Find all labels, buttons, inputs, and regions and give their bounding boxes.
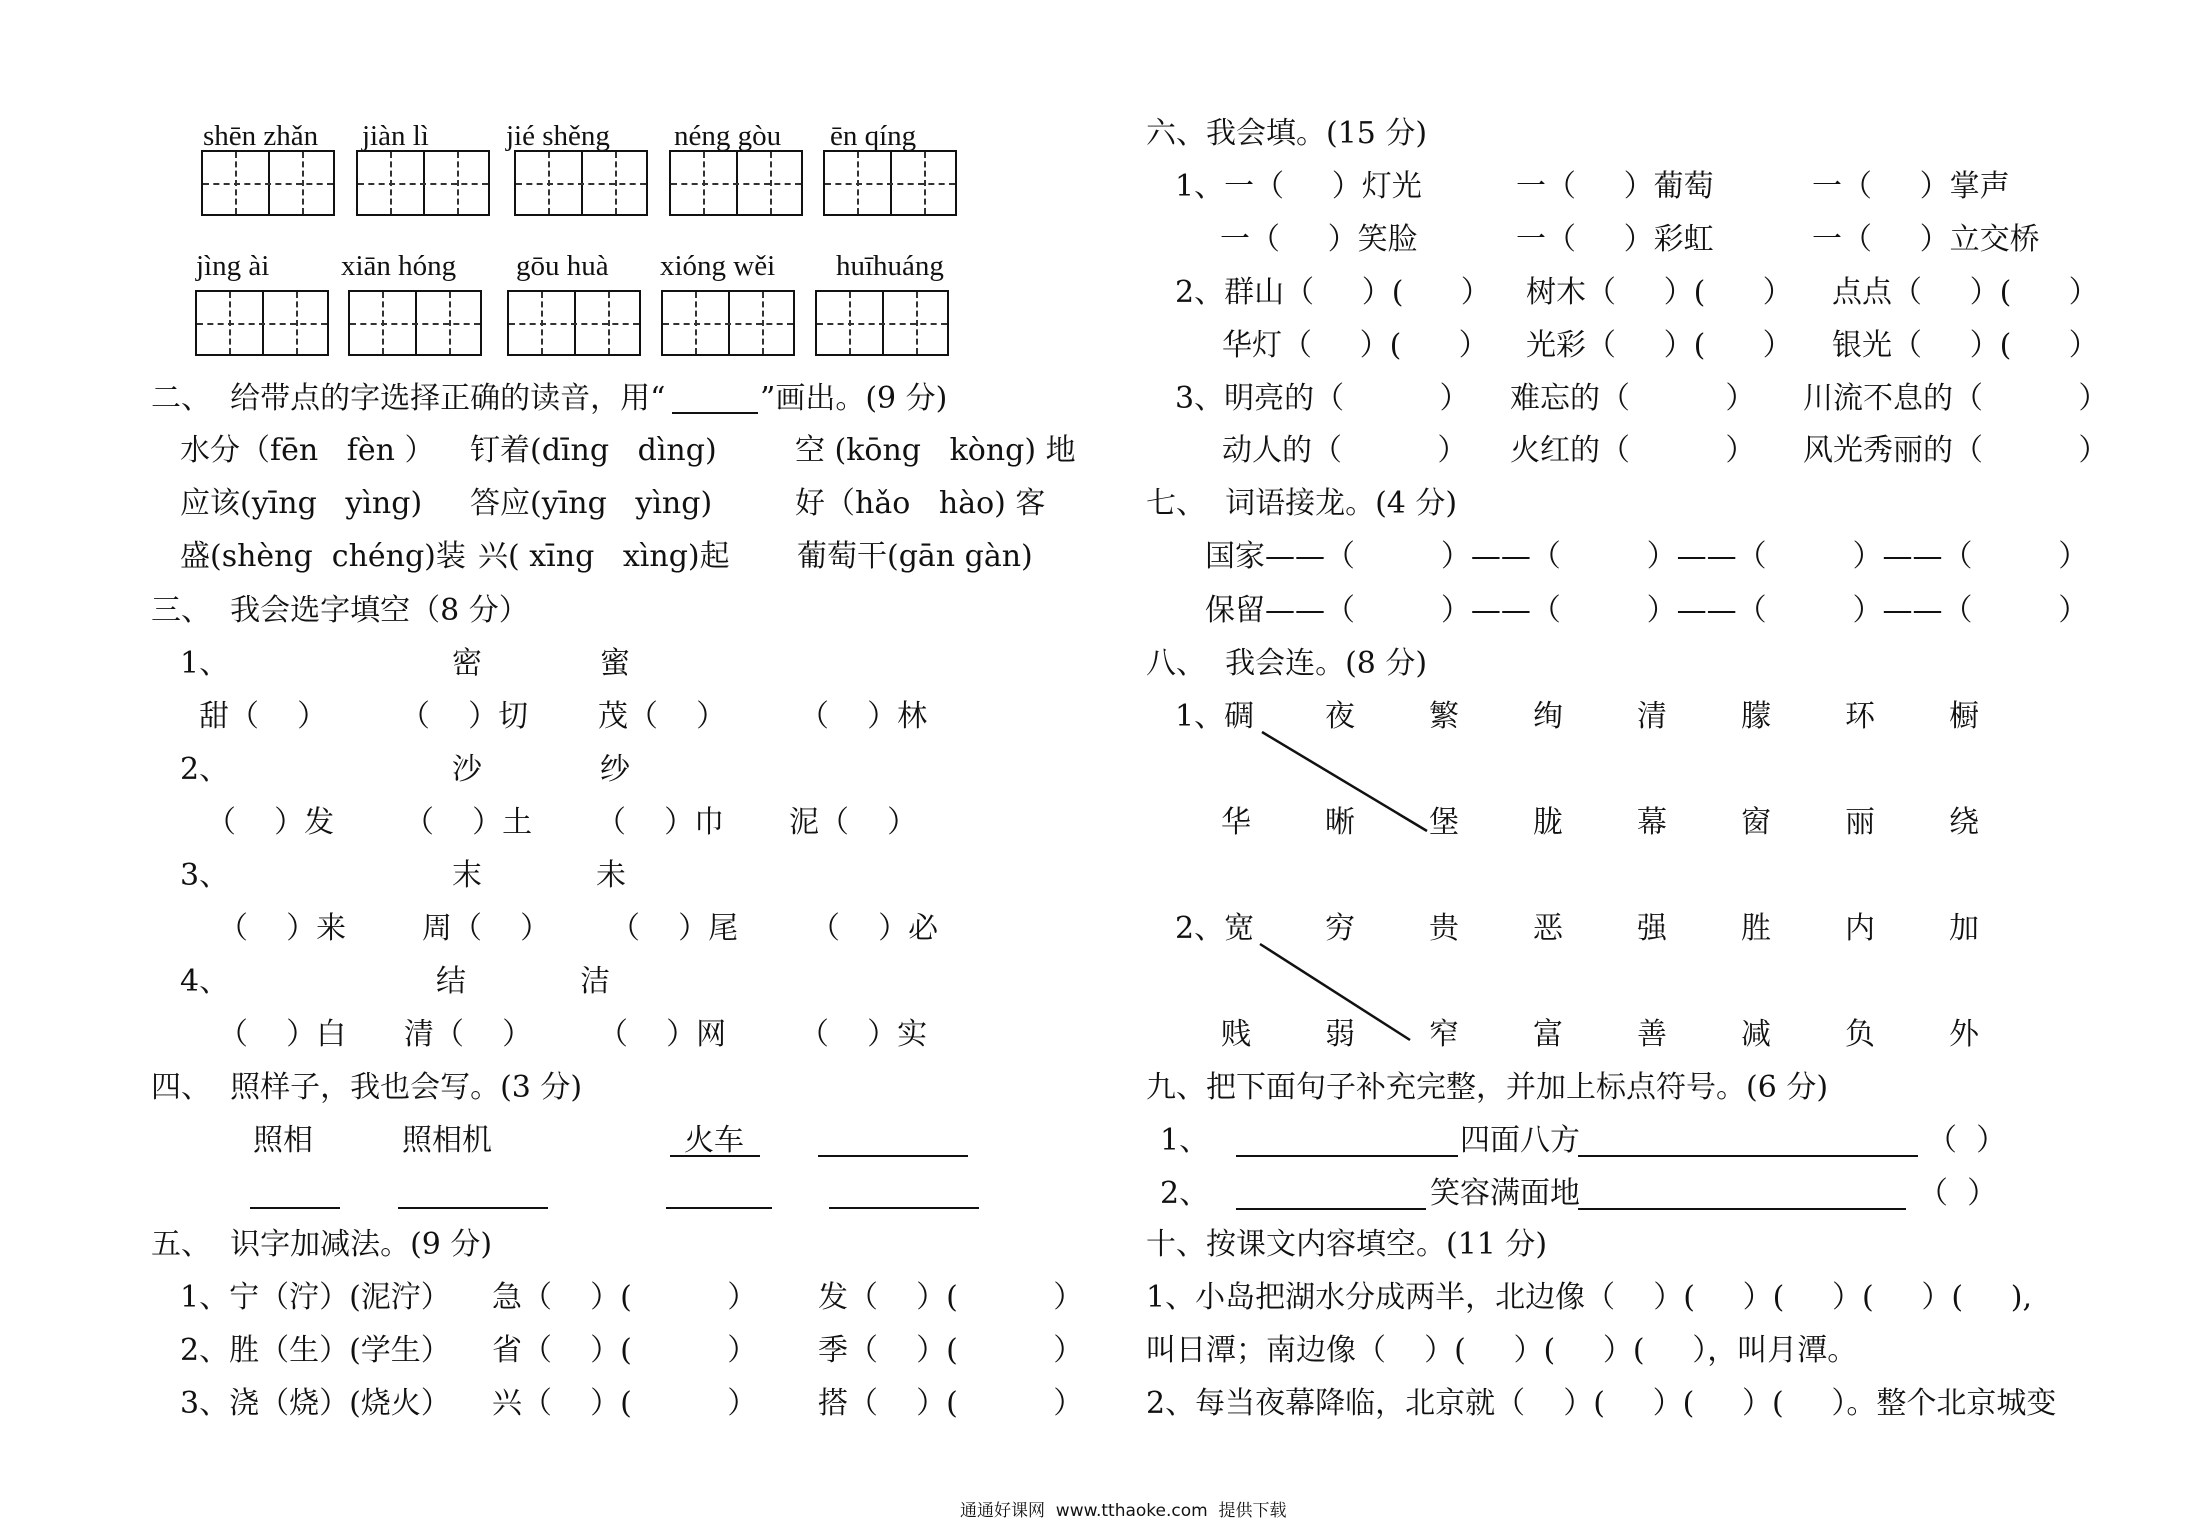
- pinyin-2: jiàn lì: [362, 120, 429, 152]
- fill-blank[interactable]: 茂（ ）: [598, 699, 727, 734]
- word-chain-row[interactable]: 保留——（ ）——（ ）——（ ）——（ ）: [1205, 593, 2089, 628]
- fill-blank[interactable]: 急（ ）( ）: [492, 1280, 758, 1315]
- fill-blank[interactable]: 难忘的（ ）: [1510, 381, 1756, 416]
- pinyin-3: jié shěng: [506, 120, 610, 152]
- fill-blank[interactable]: 风光秀丽的（ ）: [1803, 433, 2109, 468]
- match-char[interactable]: 减: [1741, 1017, 1771, 1052]
- fill-blank[interactable]: 省（ ）( ）: [492, 1333, 758, 1368]
- fill-blank[interactable]: 一（ ）葡萄: [1516, 169, 1714, 204]
- item-number: 1、: [1160, 1123, 1210, 1158]
- section8-title: 八、 我会连。(8 分): [1146, 646, 1428, 681]
- fill-blank[interactable]: 银光（ ）( ）: [1832, 328, 2099, 363]
- example-row: 2、胜（生）(学生）: [180, 1333, 451, 1368]
- pinyin-10: huīhuáng: [836, 250, 944, 282]
- match-char[interactable]: 内: [1845, 911, 1875, 946]
- choice-char: 蜜: [600, 646, 630, 681]
- fill-blank[interactable]: 火红的（ ）: [1510, 433, 1756, 468]
- given-phrase: 笑容满面地: [1430, 1176, 1580, 1211]
- fill-blank[interactable]: 清（ ）: [404, 1017, 533, 1052]
- word-chain-row[interactable]: 国家——（ ）——（ ）——（ ）——（ ）: [1205, 539, 2089, 574]
- pinyin-1: shēn zhǎn: [203, 120, 319, 152]
- group-number: 3、: [180, 858, 230, 893]
- fill-blank[interactable]: 3、明亮的（ ）: [1175, 381, 1470, 416]
- fill-blank[interactable]: 一（ ）笑脸: [1220, 222, 1418, 257]
- text-fill-row[interactable]: 1、小岛把湖水分成两半，北边像（ ）( ）( ）( ）( ),: [1146, 1280, 2033, 1315]
- choice-char: 未: [596, 858, 626, 893]
- fill-blank[interactable]: （ ）来: [218, 911, 347, 946]
- match-char[interactable]: 穷: [1325, 911, 1355, 946]
- answer-line[interactable]: [1578, 1155, 1918, 1157]
- pinyin-6: jìng ài: [196, 250, 270, 282]
- reading-item[interactable]: 盛(shèng chéng)装: [180, 539, 466, 574]
- fill-blank[interactable]: （ ）白: [218, 1017, 347, 1052]
- match-char[interactable]: 负: [1845, 1017, 1875, 1052]
- fill-blank[interactable]: （ ）必: [810, 911, 939, 946]
- section6-title: 六、我会填。(15 分): [1146, 116, 1428, 151]
- choice-char: 末: [452, 858, 482, 893]
- match-char[interactable]: 绕: [1949, 805, 1979, 840]
- punctuation-blank[interactable]: （ ）: [1918, 1176, 1998, 1211]
- reading-item[interactable]: 兴( xīng xìng)起: [478, 539, 730, 574]
- answer-line[interactable]: [1236, 1208, 1426, 1210]
- choice-char: 纱: [600, 752, 630, 787]
- choice-char: 洁: [580, 964, 610, 999]
- section9-title: 九、把下面句子补充完整，并加上标点符号。(6 分): [1146, 1070, 1829, 1105]
- fill-blank[interactable]: 一（ ）彩虹: [1516, 222, 1714, 257]
- fill-blank[interactable]: （ ）土: [404, 805, 533, 840]
- match-char[interactable]: 朦: [1741, 699, 1771, 734]
- target-word: 火车: [684, 1123, 744, 1158]
- match-char[interactable]: 丽: [1845, 805, 1875, 840]
- match-char[interactable]: 贱: [1221, 1017, 1251, 1052]
- example-word: 照相: [253, 1123, 313, 1158]
- reading-item[interactable]: 钉着(dīng dìng): [470, 433, 717, 468]
- choice-char: 沙: [452, 752, 482, 787]
- pinyin-8: gōu huà: [516, 250, 609, 282]
- match-char[interactable]: 环: [1845, 699, 1875, 734]
- fill-blank[interactable]: 点点（ ）( ）: [1832, 275, 2099, 310]
- fill-blank[interactable]: 发（ ）( ）: [818, 1280, 1084, 1315]
- fill-blank[interactable]: 华灯（ ）( ）: [1222, 328, 1489, 363]
- fill-blank[interactable]: （ ）网: [598, 1017, 727, 1052]
- match-char[interactable]: 华: [1221, 805, 1251, 840]
- fill-blank[interactable]: （ ）尾: [610, 911, 739, 946]
- match-char[interactable]: 晰: [1325, 805, 1355, 840]
- match-char[interactable]: 胧: [1533, 805, 1563, 840]
- fill-blank[interactable]: （ ）林: [799, 699, 928, 734]
- footer-credit: 通通好课网 www.tthaoke.com 提供下载: [960, 1501, 1287, 1521]
- match-char[interactable]: 窗: [1741, 805, 1771, 840]
- fill-blank[interactable]: （ ）实: [799, 1017, 928, 1052]
- fill-blank[interactable]: 一（ ）掌声: [1812, 169, 2010, 204]
- match-char[interactable]: 善: [1637, 1017, 1667, 1052]
- match-char[interactable]: 加: [1949, 911, 1979, 946]
- section2-title-a: 二、 给带点的字选择正确的读音，用“: [151, 381, 666, 416]
- match-char[interactable]: 强: [1637, 911, 1667, 946]
- punctuation-blank[interactable]: （ ）: [1927, 1123, 2007, 1158]
- match-char[interactable]: 幕: [1637, 805, 1667, 840]
- example-word: 照相机: [402, 1123, 492, 1158]
- fill-blank[interactable]: 一（ ）立交桥: [1812, 222, 2040, 257]
- fill-blank[interactable]: 季（ ）( ）: [818, 1333, 1084, 1368]
- section10-title: 十、按课文内容填空。(11 分): [1146, 1227, 1548, 1262]
- fill-blank[interactable]: 川流不息的（ ）: [1803, 381, 2109, 416]
- match-char[interactable]: 胜: [1741, 911, 1771, 946]
- given-phrase: 四面八方: [1460, 1123, 1580, 1158]
- choice-char: 密: [452, 646, 482, 681]
- fill-blank[interactable]: 甜（ ）: [199, 699, 328, 734]
- section3-title: 三、 我会选字填空（8 分）: [151, 593, 529, 628]
- group-number: 2、: [180, 752, 230, 787]
- match-char[interactable]: 弱: [1325, 1017, 1355, 1052]
- match-char[interactable]: 贵: [1429, 911, 1459, 946]
- fill-blank[interactable]: 光彩（ ）( ）: [1526, 328, 1793, 363]
- reading-item[interactable]: 好（hǎo hào) 客: [795, 486, 1046, 521]
- fill-blank[interactable]: 兴（ ）( ）: [492, 1386, 758, 1421]
- reading-item[interactable]: 应该(yīng yìng): [180, 486, 423, 521]
- example-row: 3、浇（烧）(烧火）: [180, 1386, 451, 1421]
- section2-title-b: ”画出。(9 分): [760, 381, 948, 416]
- pinyin-9: xióng wěi: [660, 250, 776, 282]
- example-row: 1、宁（泞）(泥泞）: [180, 1280, 451, 1315]
- group-number: 1、: [180, 646, 230, 681]
- section5-title: 五、 识字加减法。(9 分): [151, 1227, 493, 1262]
- reading-item[interactable]: 答应(yīng yìng): [470, 486, 713, 521]
- fill-blank[interactable]: 搭（ ）( ）: [818, 1386, 1084, 1421]
- fill-blank[interactable]: （ ）发: [206, 805, 335, 840]
- choice-char: 结: [436, 964, 466, 999]
- item-number: 2、: [1160, 1176, 1210, 1211]
- match-char[interactable]: 堡: [1429, 805, 1459, 840]
- fill-blank[interactable]: （ ）切: [400, 699, 529, 734]
- section4-title: 四、 照样子，我也会写。(3 分): [151, 1070, 583, 1105]
- section7-title: 七、 词语接龙。(4 分): [1146, 486, 1458, 521]
- match-char[interactable]: 1、碉: [1175, 699, 1255, 734]
- fill-blank[interactable]: 1、一（ ）灯光: [1175, 169, 1422, 204]
- fill-blank[interactable]: 2、群山（ ）( ）: [1175, 275, 1491, 310]
- fill-blank[interactable]: 周（ ）: [422, 911, 551, 946]
- reading-item[interactable]: 空 (kōng kòng) 地: [795, 433, 1076, 468]
- text-fill-row[interactable]: 叫日潭；南边像（ ）( ）( ）( ），叫月潭。: [1146, 1333, 1858, 1368]
- match-char[interactable]: 橱: [1949, 699, 1979, 734]
- pinyin-5: ēn qíng: [830, 120, 917, 152]
- fill-blank[interactable]: 泥（ ）: [789, 805, 918, 840]
- pinyin-7: xiān hóng: [341, 250, 457, 282]
- match-char[interactable]: 窄: [1429, 1017, 1459, 1052]
- text-fill-row[interactable]: 2、每当夜幕降临，北京就（ ）( ）( ）( ）。整个北京城变: [1146, 1386, 2057, 1421]
- group-number: 4、: [180, 964, 230, 999]
- pinyin-4: néng gòu: [674, 120, 782, 152]
- match-char[interactable]: 夜: [1325, 699, 1355, 734]
- fill-blank[interactable]: 树木（ ）( ）: [1526, 275, 1793, 310]
- fill-blank[interactable]: （ ）巾: [596, 805, 725, 840]
- answer-line[interactable]: [1236, 1155, 1458, 1157]
- match-char[interactable]: 清: [1637, 699, 1667, 734]
- answer-line[interactable]: [1578, 1208, 1906, 1210]
- match-char[interactable]: 恶: [1533, 911, 1563, 946]
- match-char[interactable]: 外: [1949, 1017, 1979, 1052]
- match-char[interactable]: 2、宽: [1175, 911, 1255, 946]
- fill-blank[interactable]: 动人的（ ）: [1222, 433, 1468, 468]
- reading-item[interactable]: 水分（fēn fèn ）: [180, 433, 435, 468]
- match-char[interactable]: 繁: [1429, 699, 1459, 734]
- match-char[interactable]: 富: [1533, 1017, 1563, 1052]
- reading-item[interactable]: 葡萄干(gān gàn): [797, 539, 1033, 574]
- match-char[interactable]: 绚: [1533, 699, 1563, 734]
